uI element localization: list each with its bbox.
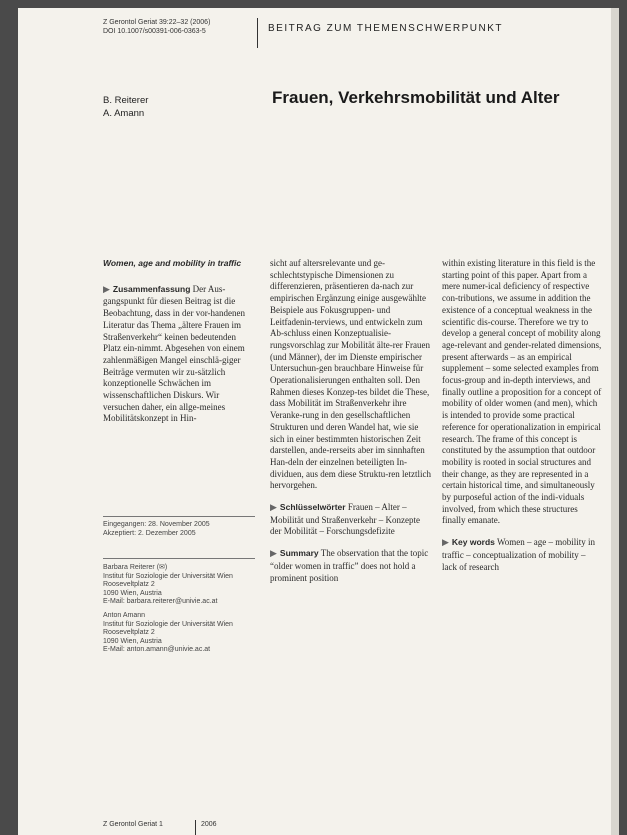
address-line: 1090 Wien, Austria — [103, 589, 162, 597]
arrow-icon: ▶ — [270, 549, 277, 560]
zusammenfassung-paragraph — [103, 284, 255, 425]
author-address-2 — [103, 612, 268, 655]
email-link[interactable]: E-Mail: anton.amann@univie.ac.at — [103, 646, 211, 654]
address-line: Institut für Soziologie der Universität Wien — [103, 620, 233, 628]
divider — [103, 516, 255, 517]
address-line: Barbara Reiterer (✉) — [103, 564, 168, 571]
arrow-icon: ▶ — [103, 284, 110, 295]
address-line: Rooseveltplatz 2 — [103, 629, 155, 637]
page-edge-shadow — [611, 8, 619, 835]
footer-journal: Z Gerontol Geriat 1 — [103, 821, 163, 828]
section-title: BEITRAG ZUM THEMENSCHWERPUNKT — [268, 23, 503, 34]
author-name: A. Amann — [103, 108, 145, 119]
keywords-text: Women – age – mobility in traffic – conceptualization of mobility – lack of research — [442, 537, 596, 572]
abstract-column-1 — [103, 258, 255, 425]
accepted-date: Akzeptiert: 2. Dezember 2005 — [103, 530, 196, 537]
journal-citation: Z Gerontol Geriat 39:22–32 (2006) — [103, 19, 211, 26]
footer-year: 2006 — [201, 821, 217, 828]
footer-divider — [195, 820, 196, 835]
address-line: Institut für Soziologie der Universität Wien — [103, 572, 233, 580]
summary-paragraph — [270, 548, 432, 584]
email-link[interactable]: E-Mail: barbara.reiterer@univie.ac.at — [103, 598, 218, 606]
keywords-paragraph — [442, 537, 602, 573]
received-date: Eingegangen: 28. November 2005 — [103, 521, 210, 528]
schluesselwoerter-paragraph — [270, 502, 432, 538]
zusammenfassung-text: Der Aus-gangspunkt für diesen Beitrag ist die Beobachtung, dass in der vor-handenen Literatur das Thema „ältere Frauen im Straßenverkehr“ keinen bedeutenden Platz ein-nimmt. Abgesehen von einem zahlenmäßigen Mangel einschlä-giger Beiträge vermuten wir zu-sätzlich konzeptionelle Schwächen im wissenschaftlichen Diskurs. Wir versuchen daher, ein allge-meines Mobilitätskonzept in Hin- — [103, 283, 246, 424]
received-accepted-dates — [103, 520, 263, 538]
summary-text: The observation that the topic “older women in traffic” does not hold a prominent position — [270, 548, 429, 583]
abstract-column-3 — [442, 258, 602, 573]
summary-continued: within existing literature in this field is the starting point of this paper. Apart from a mere numer-ical deficiency of respective con-tributions, we assume in addition the existence of a conceptual weakness in the scientific dis-course. Therefore we try to develop a general concept of mobility along age-relevant and gender-related dimensions, present afterwards – as an empirical supplement – some selected examples from focus-group and in-depth interviews, and finally outline a proposition for a concept of mobility of older women (and men), which is intended to provide some practical reference for operationalization in empirical research. The frame of this concept is constituted by the assumption that outdoor mobility is rooted in social structures and their change, as they are represented in a certain historical time, and simultaneously by purposeful action of the indi-viduals involved, from which these structures finally emanate. — [442, 258, 602, 526]
keywords-label: Key words — [451, 537, 495, 548]
header-divider — [257, 18, 258, 48]
schluesselwoerter-text: Frauen – Alter – Mobilität und Straßenverkehr – Konzepte der Mobilität – Forschungsdefizite — [270, 502, 420, 537]
journal-page — [18, 8, 619, 835]
address-line: 1090 Wien, Austria — [103, 637, 162, 645]
author-name: B. Reiterer — [103, 95, 149, 106]
abstract-column-2 — [270, 258, 432, 584]
address-line: Rooseveltplatz 2 — [103, 581, 155, 589]
schluesselwoerter-label: Schlüsselwörter — [279, 502, 346, 513]
address-line: Anton Amann — [103, 612, 146, 619]
divider — [103, 558, 255, 559]
article-title: Frauen, Verkehrsmobilität und Alter — [272, 88, 560, 107]
author-list — [103, 94, 148, 120]
arrow-icon: ▶ — [442, 538, 449, 549]
english-title: Women, age and mobility in traffic — [103, 258, 242, 268]
doi: DOI 10.1007/s00391-006-0363-5 — [103, 28, 206, 35]
summary-label: Summary — [279, 548, 319, 559]
journal-meta — [103, 18, 210, 36]
author-address-1 — [103, 564, 268, 607]
zusammenfassung-continued: sicht auf altersrelevante und ge-schlechtstypische Dimensionen zu differenzieren, präsentieren da-nach zur empirischen Ergänzung einige ausgewählte Beispiele aus Fokusgruppen- und Leitfadenin-terviews, und entwickeln zum Ab-schluss einen Konzeptualisie-rungsvorschlag zur Mobilität älte-rer Frauen (und Männer), der im Dienste empirischer Untersuchun-gen brauchbare Hinweise für Operationalisierungen enthalten soll. Den Rahmen dieses Konzep-tes bildet die These, dass Mobilität im Straßenverkehr ihre Veranke-rung in den gesellschaftlichen Strukturen und deren Wandel hat, wie sie sich in einer bestimmten historischen Zeit darstellen, ande-rerseits aber im sinnhaften Han-deln der einzelnen beteiligten In-dividuen, aus dem diese Struktu-ren letztlich hervorgehen. — [270, 258, 431, 491]
zusammenfassung-label: Zusammenfassung — [112, 283, 191, 294]
arrow-icon: ▶ — [270, 503, 277, 514]
